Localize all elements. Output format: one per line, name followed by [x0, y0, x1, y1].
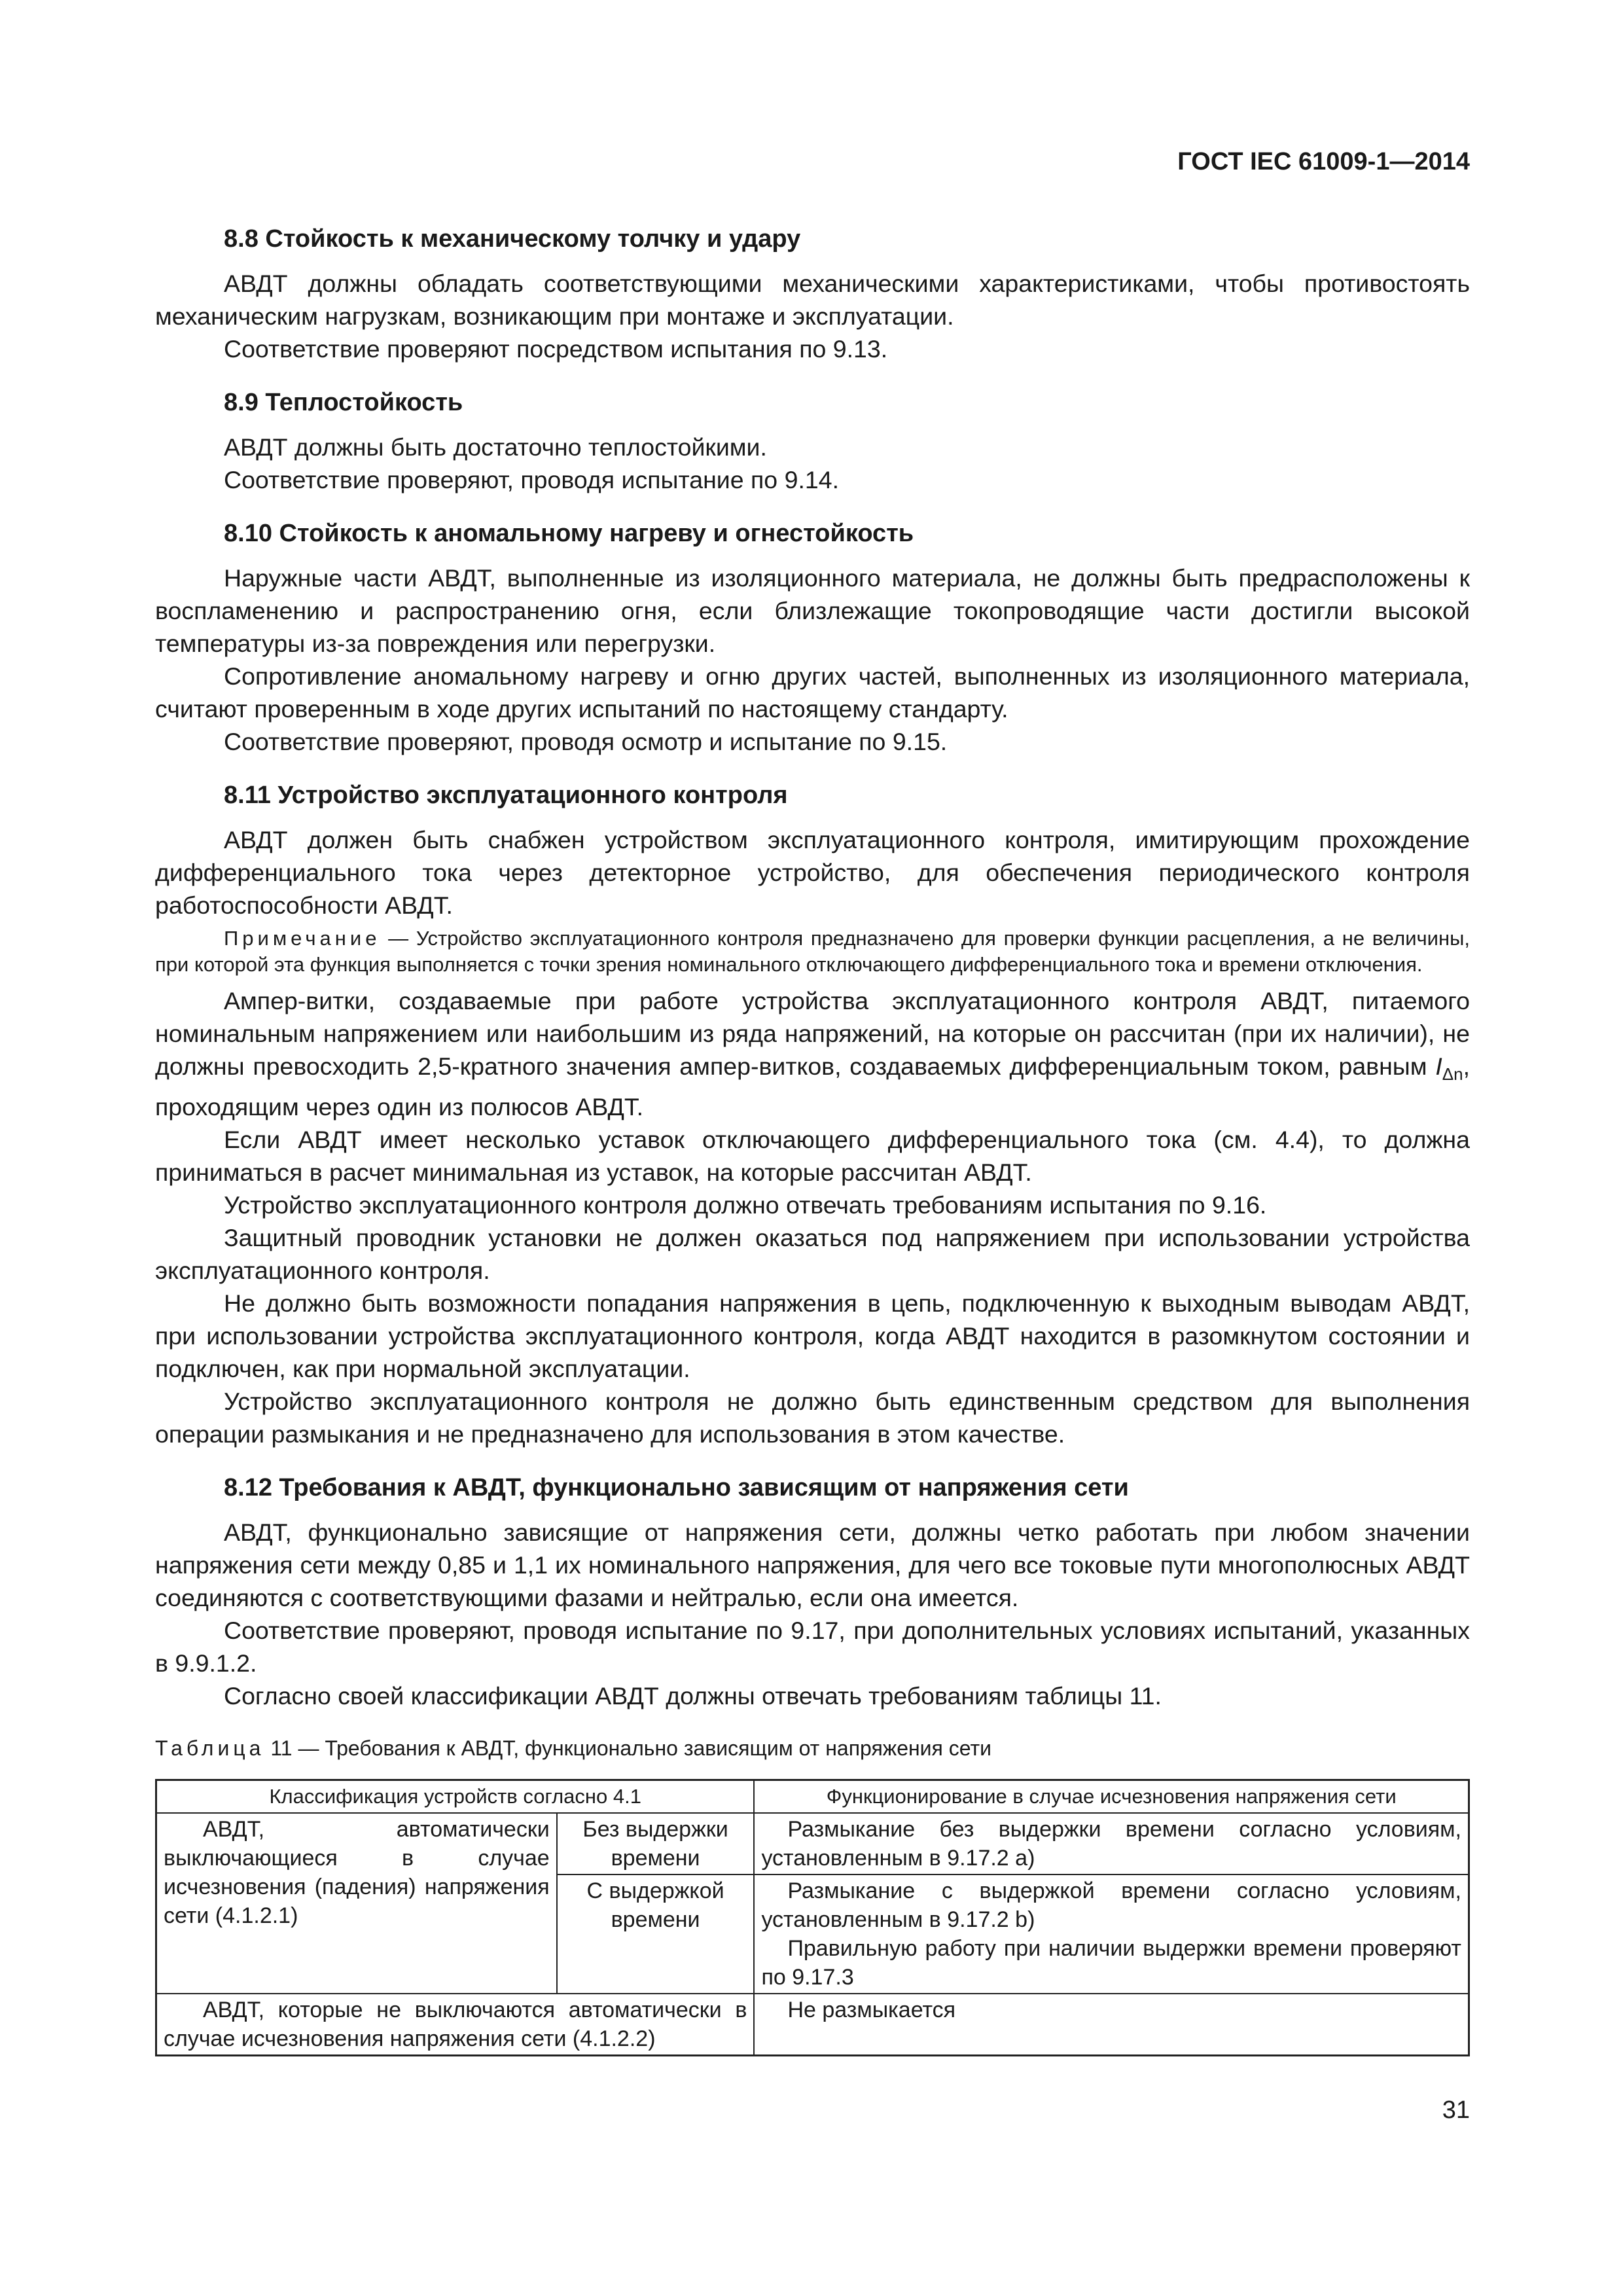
table-caption: [155, 1732, 1470, 1765]
section-title-8-8: 8.8 Стойкость к механическому толчку и удару: [224, 225, 801, 253]
table-caption-text: 11 — Требования к АВДТ, функционально зависящим от напряжения сети: [264, 1736, 992, 1760]
document-id: ГОСТ IEC 61009-1—2014: [1177, 148, 1470, 175]
table-cell-group2: АВДТ, которые не выключаются автоматически в случае исчезновения напряжения сети (4.1.2.2): [156, 1994, 755, 2056]
page-content: [155, 216, 1470, 2056]
section-title-8-12: 8.12 Требования к АВДТ, функционально зависящим от напряжения сети: [224, 1474, 1129, 1501]
paragraph: Соответствие проверяют, проводя испытание по 9.17, при дополнительных условиях испытаний, указанных в 9.9.1.2.: [155, 1617, 1470, 1677]
table-cell-type: С выдержкой времени: [557, 1874, 755, 1994]
note-text: — Устройство эксплуатационного контроля предназначено для проверки функции расцепления, а не величины, при которой эта функция выполняется с точки зрения номинального отключающего дифференциального тока и времени отключения.: [155, 927, 1470, 976]
paragraph: Соответствие проверяют, проводя осмотр и испытание по 9.15.: [224, 728, 948, 755]
current-subscript: Δn: [1442, 1064, 1463, 1084]
paragraph: АВДТ должны быть достаточно теплостойкими.: [224, 433, 767, 461]
table-caption-label: Таблица: [155, 1736, 265, 1760]
section-title-8-11: 8.11 Устройство эксплуатационного контроля: [224, 781, 788, 809]
section-title-8-9: 8.9 Теплостойкость: [224, 389, 463, 416]
table-cell-group1: АВДТ, автоматически выключающиеся в случае исчезновения (падения) напряжения сети (4.1.2.1): [156, 1813, 557, 1994]
table-cell-function: Размыкание с выдержкой времени согласно условиям, установленным в 9.17.2 b) Правильную работу при наличии выдержки времени проверяют по 9.17.3: [754, 1874, 1469, 1994]
paragraph: Наружные части АВДТ, выполненные из изоляционного материала, не должны быть предрасположены к воспламенению и распространению огня, если близлежащие токопроводящие части достигли высокой температуры из-за повреждения или перегрузки.: [155, 564, 1470, 657]
paragraph: Соответствие проверяют посредством испытания по 9.13.: [224, 335, 888, 363]
page-number: 31: [1442, 2096, 1470, 2124]
table-row: [156, 1994, 1469, 2056]
paragraph: Защитный проводник установки не должен оказаться под напряжением при использовании устройства эксплуатационного контроля.: [155, 1224, 1470, 1284]
paragraph: Не должно быть возможности попадания напряжения в цепь, подключенную к выходным выводам АВДТ, при использовании устройства эксплуатационного контроля, когда АВДТ находится в разомкнутом состоянии и подключен, как при нормальной эксплуатации.: [155, 1289, 1470, 1382]
paragraph: АВДТ должны обладать соответствующими механическими характеристиками, чтобы противостоять механическим нагрузкам, возникающим при монтаже и эксплуатации.: [155, 270, 1470, 330]
table-header-function: Функционирование в случае исчезновения напряжения сети: [754, 1780, 1469, 1814]
section-title-8-10: 8.10 Стойкость к аномальному нагреву и огнестойкость: [224, 520, 914, 547]
note: [155, 925, 1470, 978]
table-row: [156, 1813, 1469, 1874]
paragraph-ampere-turns: Ампер-витки, создаваемые при работе устройства эксплуатационного контроля АВДТ, питаемого номинальным напряжением или наибольшим из ряда напряжений, на которые он рассчитан (при их наличии), не должны превосходить 2,5-кратного значения ампер-витков, создаваемых дифференциальным током, равным $I_{\Delta n}$, проходящим через один из полюсов АВДТ.: [155, 987, 1470, 1121]
paragraph: Устройство эксплуатационного контроля не должно быть единственным средством для выполнения операции размыкания и не предназначено для использования в этом качестве.: [155, 1388, 1470, 1448]
paragraph: Соответствие проверяют, проводя испытание по 9.14.: [224, 466, 839, 493]
paragraph: Согласно своей классификации АВДТ должны отвечать требованиям таблицы 11.: [224, 1682, 1162, 1710]
paragraph: Устройство эксплуатационного контроля должно отвечать требованиям испытания по 9.16.: [224, 1191, 1267, 1219]
table-cell-type: Без выдержки времени: [557, 1813, 755, 1874]
current-symbol: I: [1435, 1052, 1442, 1080]
paragraph: Сопротивление аномальному нагреву и огню других частей, выполненных из изоляционного материала, считают проверенным в ходе других испытаний по настоящему стандарту.: [155, 662, 1470, 723]
note-label: Примечание: [224, 927, 381, 950]
table-header-row: [156, 1780, 1469, 1814]
paragraph: АВДТ должен быть снабжен устройством эксплуатационного контроля, имитирующим прохождение дифференциального тока через детекторное устройство, для обеспечения периодического контроля работоспособности АВДТ.: [155, 826, 1470, 919]
table-cell-function: Не размыкается: [754, 1994, 1469, 2056]
table-cell-function: Размыкание без выдержки времени согласно условиям, установленным в 9.17.2 а): [754, 1813, 1469, 1874]
table-header-classification: Классификация устройств согласно 4.1: [156, 1780, 755, 1814]
requirements-table: [155, 1779, 1470, 2056]
paragraph: АВДТ, функционально зависящие от напряжения сети, должны четко работать при любом значении напряжения сети между 0,85 и 1,1 их номинального напряжения, для чего все токовые пути многополюсных АВДТ соединяются с соответствующими фазами и нейтралью, если она имеется.: [155, 1518, 1470, 1611]
paragraph: Если АВДТ имеет несколько уставок отключающего дифференциального тока (см. 4.4), то должна приниматься в расчет минимальная из уставок, на которые рассчитан АВДТ.: [155, 1126, 1470, 1186]
